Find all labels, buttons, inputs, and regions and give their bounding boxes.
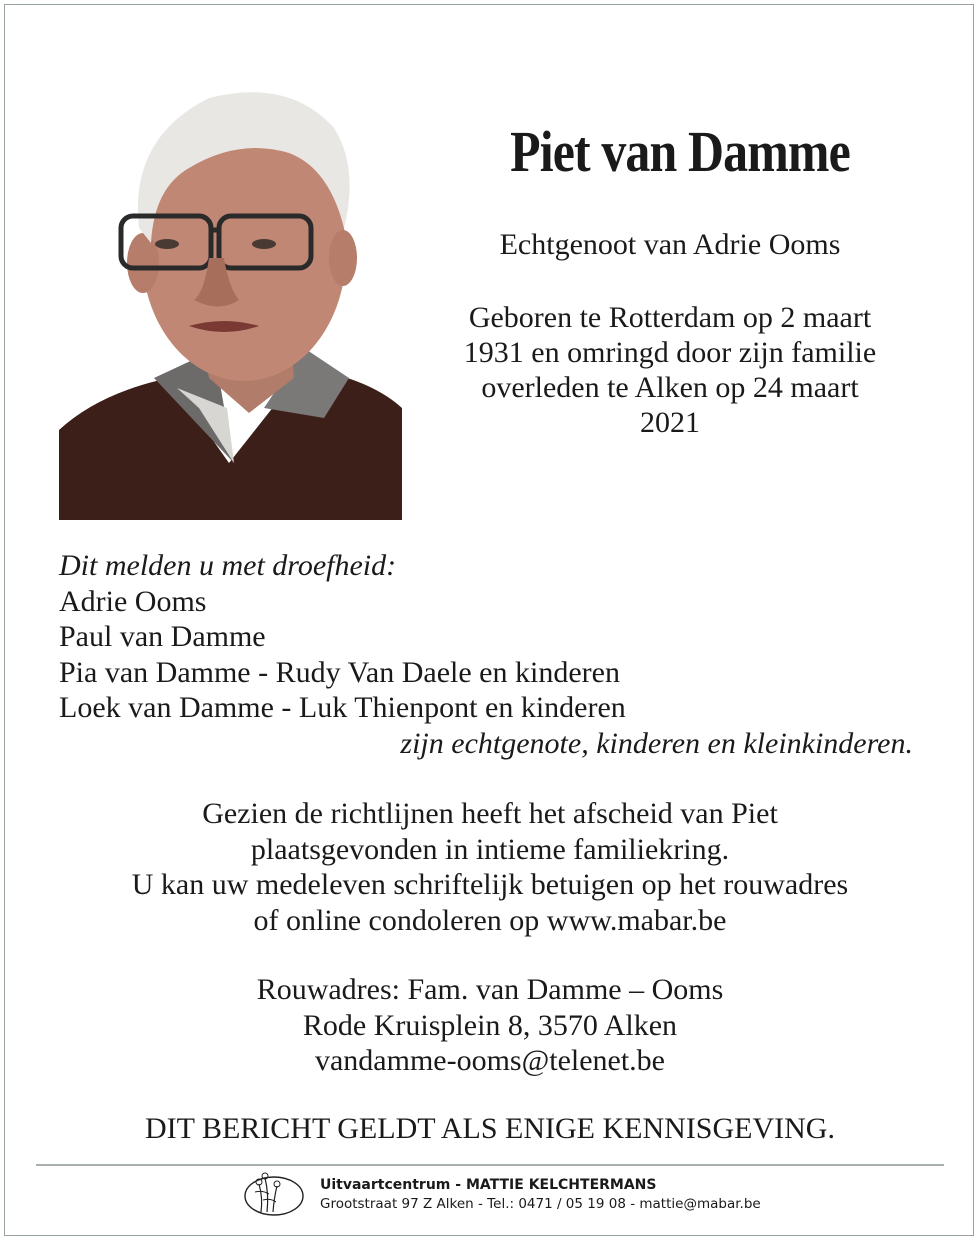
- deceased-name: Piet van Damme: [510, 119, 850, 184]
- birth-death-line: overleden te Alken op 24 maart: [481, 371, 859, 404]
- mourner-name: Paul van Damme: [59, 620, 266, 653]
- birth-death-line: 2021: [640, 406, 700, 439]
- spouse-line: Echtgenoot van Adrie Ooms: [499, 228, 841, 261]
- footer-divider: [36, 1164, 944, 1166]
- birth-death-text: [420, 300, 920, 440]
- funeral-home-name: Uitvaartcentrum - MATTIE KELCHTERMANS: [320, 1177, 657, 1193]
- birth-death-line: 1931 en omringd door zijn familie: [463, 336, 877, 369]
- sole-notice: DIT BERICHT GELDT ALS ENIGE KENNISGEVING.: [145, 1112, 835, 1145]
- farewell-line: plaatsgevonden in intieme familiekring.: [250, 832, 730, 866]
- mourner-name: Loek van Damme - Luk Thienpont en kinderen: [59, 691, 626, 724]
- portrait-photo: [59, 78, 402, 520]
- farewell-line: of online condoleren op www.mabar.be: [253, 903, 727, 937]
- farewell-line: U kan uw medeleven schriftelijk betuigen op het rouwadres: [131, 868, 849, 901]
- mourners-relation: zijn echtgenote, kinderen en kleinkinderen.: [400, 726, 913, 760]
- address-line: Rouwadres: Fam. van Damme – Ooms: [256, 973, 724, 1006]
- farewell-line: Gezien de richtlijnen heeft het afscheid van Piet: [202, 797, 778, 830]
- mourner-name: Adrie Ooms: [59, 584, 207, 618]
- funeral-home-contact: Grootstraat 97 Z Alken - Tel.: 0471 / 05 19 08 - mattie@mabar.be: [320, 1196, 761, 1212]
- mourners-intro: Dit melden u met droefheid:: [59, 549, 397, 582]
- address-email: vandamme-ooms@telenet.be: [314, 1044, 665, 1077]
- farewell-text: [40, 796, 940, 938]
- mourners-block: [59, 548, 919, 761]
- mourning-address: [40, 972, 940, 1079]
- mourner-name: Pia van Damme - Rudy Van Daele en kinderen: [59, 655, 620, 689]
- footer-info: [320, 1176, 761, 1214]
- birth-death-line: Geboren te Rotterdam op 2 maart: [468, 301, 872, 334]
- funeral-home-logo: [243, 1170, 305, 1218]
- address-line: Rode Kruisplein 8, 3570 Alken: [302, 1008, 678, 1042]
